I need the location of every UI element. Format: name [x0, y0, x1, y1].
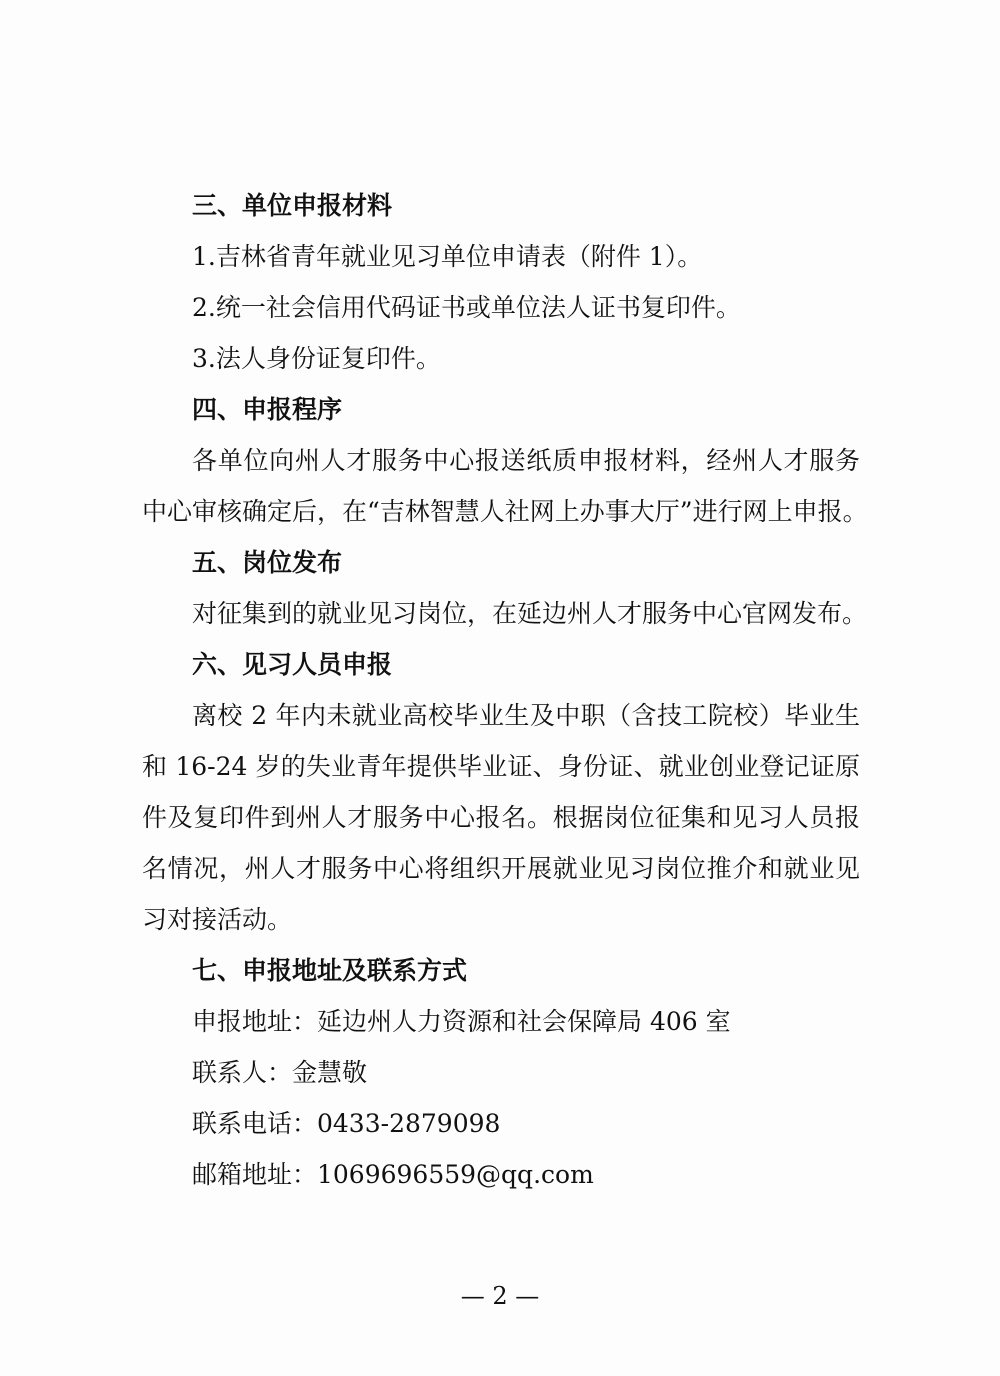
contact-phone: 联系电话：0433-2879098 — [192, 1109, 501, 1138]
page-number: — 2 — — [460, 1282, 540, 1310]
section-heading-procedure: 四、申报程序 — [192, 395, 343, 424]
section-heading-trainee-application: 六、见习人员申报 — [192, 650, 393, 679]
trainee-line-4: 名情况，州人才服务中心将组织开展就业见习岗位推介和就业见 — [142, 854, 860, 883]
posting-line-1: 对征集到的就业见习岗位，在延边州人才服务中心官网发布。 — [192, 599, 868, 628]
section-heading-materials: 三、单位申报材料 — [192, 191, 393, 220]
section-heading-contact: 七、申报地址及联系方式 — [192, 956, 468, 985]
contact-email: 邮箱地址：1069696559@qq.com — [192, 1160, 594, 1189]
contact-address: 申报地址：延边州人力资源和社会保障局 406 室 — [192, 1007, 731, 1036]
section-heading-posting: 五、岗位发布 — [192, 548, 343, 577]
trainee-line-5: 习对接活动。 — [142, 905, 293, 934]
procedure-line-1: 各单位向州人才服务中心报送纸质申报材料，经州人才服务 — [192, 446, 860, 475]
trainee-line-1: 离校 2 年内未就业高校毕业生及中职（含技工院校）毕业生 — [192, 701, 860, 730]
contact-person: 联系人：金慧敬 — [192, 1058, 368, 1087]
trainee-line-3: 件及复印件到州人才服务中心报名。根据岗位征集和见习人员报 — [142, 803, 860, 832]
materials-item-3: 3.法人身份证复印件。 — [192, 344, 441, 373]
procedure-line-2: 中心审核确定后，在“吉林智慧人社网上办事大厅”进行网上申报。 — [142, 497, 868, 526]
materials-item-2: 2.统一社会信用代码证书或单位法人证书复印件。 — [192, 293, 741, 322]
document-body — [142, 180, 868, 1200]
trainee-line-2: 和 16-24 岁的失业青年提供毕业证、身份证、就业创业登记证原 — [142, 752, 860, 781]
materials-item-1: 1.吉林省青年就业见习单位申请表（附件 1）。 — [192, 242, 703, 271]
